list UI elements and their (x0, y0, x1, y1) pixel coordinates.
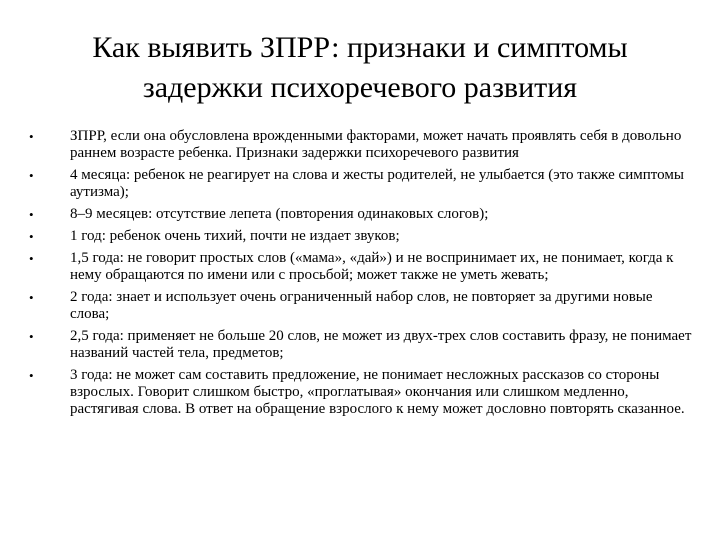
bullet-text: 2,5 года: применяет не больше 20 слов, не может из двух-трех слов составить фразу, не понимает названий частей тела, предметов; (70, 328, 692, 361)
bullet-text: ЗПРР, если она обусловлена врожденными факторами, может начать проявлять себя в довольно раннем возрасте ребенка. Признаки задержки психоречевого развития (70, 128, 682, 161)
bullet-text: 8–9 месяцев: отсутствие лепета (повторения одинаковых слогов); (70, 206, 489, 222)
slide-title (40, 28, 680, 108)
bullet-item (28, 367, 692, 418)
bullet-item (28, 250, 692, 284)
bullet-text: 2 года: знает и использует очень ограниченный набор слов, не повторяет за другими новые слова; (70, 289, 653, 322)
bullet-dot-icon: • (29, 251, 34, 266)
bullet-dot-icon: • (29, 329, 34, 344)
bullet-dot-icon: • (29, 290, 34, 305)
bullet-item (28, 206, 692, 223)
bullet-item (28, 128, 692, 162)
bullet-list (28, 128, 692, 423)
bullet-item (28, 289, 692, 323)
bullet-item (28, 328, 692, 362)
bullet-text: 1 год: ребенок очень тихий, почти не издает звуков; (70, 228, 400, 244)
bullet-dot-icon: • (29, 207, 34, 222)
bullet-dot-icon: • (29, 229, 34, 244)
bullet-text: 4 месяца: ребенок не реагирует на слова и жесты родителей, не улыбается (это также симптомы аутизма); (70, 167, 684, 200)
title-line-2: задержки психоречевого развития (142, 71, 578, 104)
bullet-item (28, 228, 692, 245)
title-line-1: Как выявить ЗПРР: признаки и симптомы (92, 31, 628, 64)
bullet-dot-icon: • (29, 368, 34, 383)
bullet-dot-icon: • (29, 168, 34, 183)
bullet-item (28, 167, 692, 201)
bullet-text: 3 года: не может сам составить предложение, не понимает несложных рассказов со стороны взрослых. Говорит слишком быстро, «проглатывая» окончания или слишком медленно, растягивая слова. В ответ на обращение взрослого к нему может дословно повторять сказанное. (70, 367, 685, 417)
bullet-dot-icon: • (29, 129, 34, 144)
bullet-text: 1,5 года: не говорит простых слов («мама», «дай») и не воспринимает их, не понимает, когда к нему обращаются по имени или с просьбой; может также не уметь жевать; (70, 250, 674, 283)
